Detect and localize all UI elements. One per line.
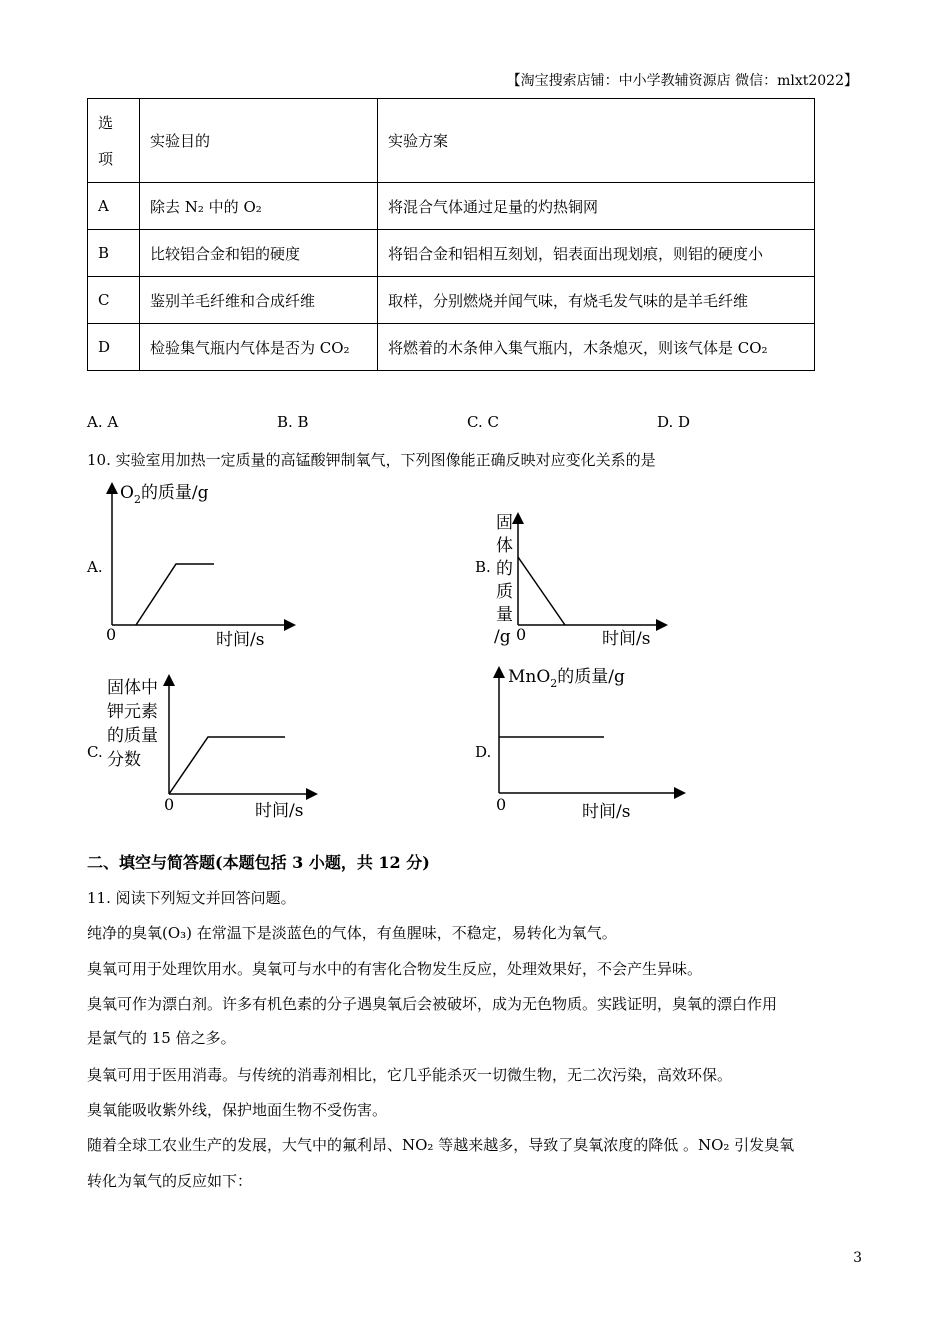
answer-options	[87, 413, 847, 431]
graph-b-ylabel-char: 量	[496, 605, 513, 625]
graph-b-ylabel-char: 的	[496, 559, 513, 579]
row-plan: 将铝合金和铝相互刻划，铝表面出现划痕，则铝的硬度小	[378, 230, 815, 277]
table-row	[88, 183, 815, 230]
graph-a-label: A.	[87, 558, 103, 576]
table-header-row	[88, 99, 815, 183]
graph-c	[100, 670, 320, 825]
header-option	[88, 99, 140, 183]
graph-c-label: C.	[87, 743, 103, 761]
header-option-char: 选	[98, 113, 114, 132]
header-purpose: 实验目的	[140, 99, 378, 183]
graph-b-ylabel-char: 质	[496, 582, 513, 602]
graph-c-ylabel-line: 分数	[107, 750, 141, 770]
paragraph: 臭氧可用于医用消毒。与传统的消毒剂相比，它几乎能杀灭一切微生物，无二次污染，高效环保。	[87, 1066, 733, 1084]
graph-d-label: D.	[475, 743, 492, 761]
row-purpose: 检验集气瓶内气体是否为 CO₂	[140, 324, 378, 371]
row-purpose: 鉴别羊毛纤维和合成纤维	[140, 277, 378, 324]
header-note: 【淘宝搜索店铺：中小学教辅资源店 微信：mlxt2022】	[506, 73, 858, 89]
graph-c-ylabel-line: 的质量	[107, 726, 158, 746]
graph-a-xlabel: 时间/s	[216, 630, 265, 650]
row-option: A	[88, 183, 140, 230]
experiment-table	[87, 98, 815, 371]
graph-d-origin: 0	[496, 795, 507, 814]
graph-c-ylabel-line: 固体中	[107, 678, 158, 698]
paragraph: 臭氧能吸收紫外线，保护地面生物不受伤害。	[87, 1101, 388, 1119]
graph-b-ylabel-char: /g	[494, 627, 511, 647]
table-row	[88, 324, 815, 371]
paragraph: 臭氧可作为漂白剂。许多有机色素的分子遇臭氧后会被破坏，成为无色物质。实践证明，臭氧的漂白作用	[87, 995, 778, 1013]
row-plan: 将混合气体通过足量的灼热铜网	[378, 183, 815, 230]
table-row	[88, 230, 815, 277]
question-10: 10. 实验室用加热一定质量的高锰酸钾制氧气，下列图像能正确反映对应变化关系的是	[87, 451, 656, 469]
row-plan: 将燃着的木条伸入集气瓶内，木条熄灭，则该气体是 CO₂	[378, 324, 815, 371]
graph-c-ylabel-line: 钾元素	[107, 702, 158, 722]
graph-b-curve	[518, 557, 565, 625]
row-option: D	[88, 324, 140, 371]
row-purpose: 除去 N₂ 中的 O₂	[140, 183, 378, 230]
graph-b-ylabel-char: 体	[496, 536, 513, 556]
paragraph: 臭氧可用于处理饮用水。臭氧可与水中的有害化合物发生反应，处理效果好，不会产生异味。	[87, 960, 703, 978]
graph-c-xlabel: 时间/s	[255, 801, 304, 821]
graph-d	[490, 662, 690, 824]
answer-option-b[interactable]: B. B	[277, 413, 309, 431]
graph-b-ylabel-char: 固	[496, 513, 513, 533]
graph-c-origin: 0	[164, 795, 175, 814]
graph-b-origin: 0	[516, 625, 527, 644]
graph-b-label: B.	[475, 558, 491, 576]
header-option-char: 项	[98, 149, 114, 168]
answer-option-d[interactable]: D. D	[657, 413, 691, 431]
question-11: 11. 阅读下列短文并回答问题。	[87, 889, 296, 907]
graph-a-origin: 0	[106, 625, 117, 644]
graph-c-curve	[169, 737, 285, 794]
graph-d-xlabel: 时间/s	[582, 802, 631, 822]
answer-option-c[interactable]: C. C	[467, 413, 499, 431]
graph-a-ylabel: $O_2$的质量/g	[120, 483, 209, 506]
page-number: 3	[853, 1250, 862, 1266]
section-2-title: 二、填空与简答题(本题包括 3 小题，共 12 分)	[87, 853, 430, 872]
row-option: B	[88, 230, 140, 277]
paragraph: 转化为氧气的反应如下：	[87, 1172, 253, 1190]
header-plan: 实验方案	[378, 99, 815, 183]
graph-b	[490, 508, 670, 653]
table-row	[88, 277, 815, 324]
graph-a-curve	[136, 564, 214, 625]
graph-a	[100, 478, 300, 653]
paragraph: 纯净的臭氧(O₃) 在常温下是淡蓝色的气体，有鱼腥味，不稳定，易转化为氧气。	[87, 924, 617, 942]
row-plan: 取样，分别燃烧并闻气味，有烧毛发气味的是羊毛纤维	[378, 277, 815, 324]
answer-option-a[interactable]: A. A	[87, 413, 119, 431]
paragraph: 是氯气的 15 倍之多。	[87, 1029, 236, 1047]
row-option: C	[88, 277, 140, 324]
graph-b-xlabel: 时间/s	[602, 629, 651, 649]
paragraph: 随着全球工农业生产的发展，大气中的氟利昂、NO₂ 等越来越多，导致了臭氧浓度的降低 。NO₂ 引发臭氧	[87, 1136, 795, 1154]
graph-d-ylabel: MnO$_2$的质量/g	[508, 667, 625, 690]
row-purpose: 比较铝合金和铝的硬度	[140, 230, 378, 277]
